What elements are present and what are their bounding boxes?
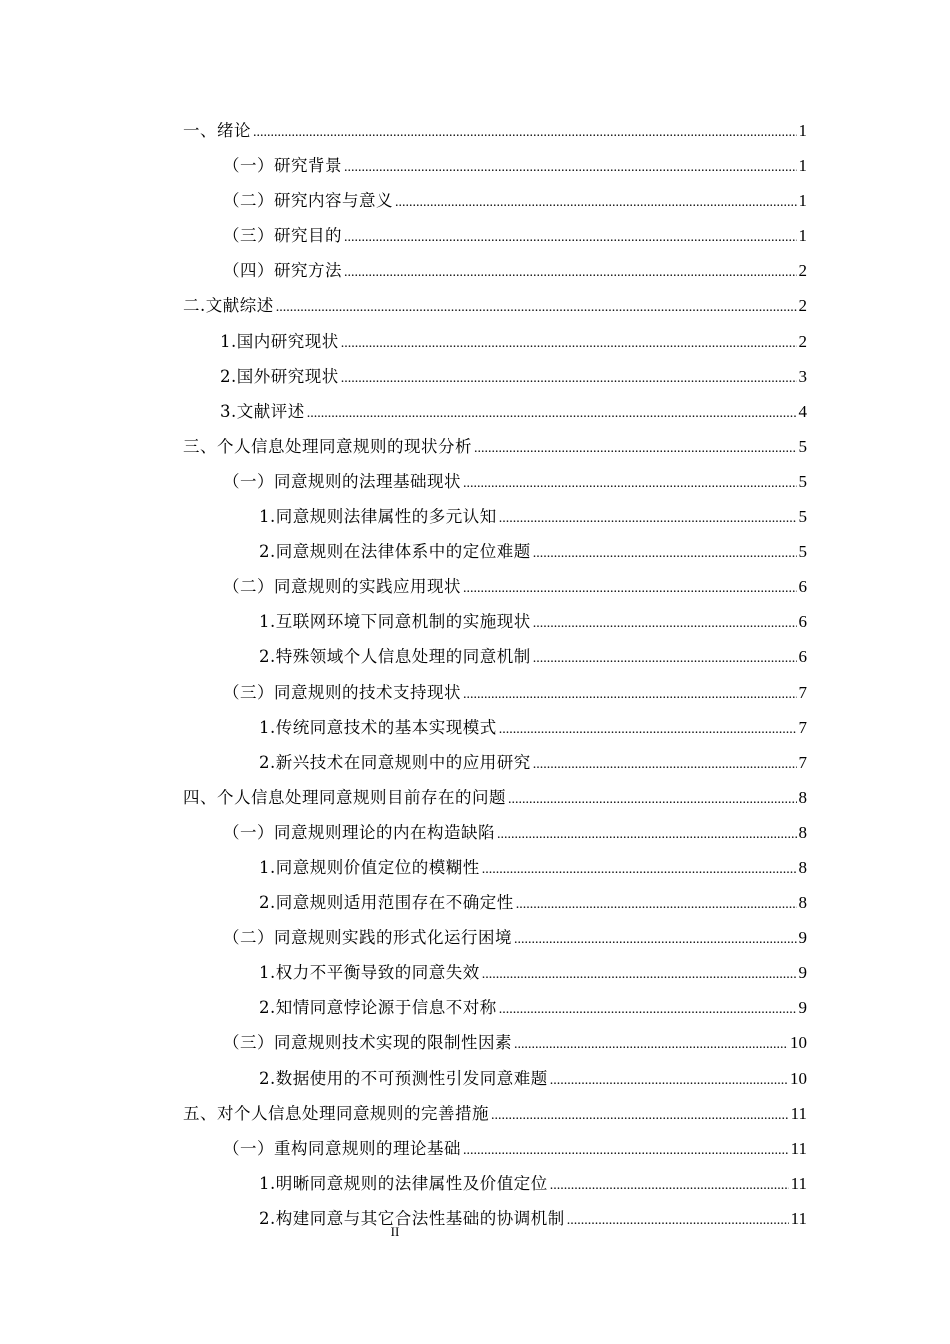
toc-entry[interactable] (183, 850, 807, 885)
toc-entry-title: 1.权力不平衡导致的同意失效 (259, 963, 480, 983)
dot-leader (474, 431, 797, 466)
dot-leader (516, 887, 797, 922)
toc-entry[interactable] (183, 288, 807, 323)
toc-entry-title: 2.国外研究现状 (220, 366, 339, 386)
toc-entry[interactable] (183, 885, 807, 920)
toc-entry[interactable] (183, 675, 807, 710)
dot-leader (463, 466, 797, 501)
toc-entry-page: 10 (790, 1033, 807, 1053)
toc-entry-title: （三）同意规则技术实现的限制性因素 (223, 1033, 512, 1053)
dot-leader (482, 852, 797, 887)
dot-leader (550, 1168, 789, 1203)
toc-entry-page: 1 (798, 156, 807, 176)
dot-leader (344, 255, 797, 290)
toc-entry-page: 8 (798, 822, 807, 842)
toc-entry-page: 11 (790, 1138, 807, 1158)
toc-entry[interactable] (183, 464, 807, 499)
toc-entry-page: 6 (798, 612, 807, 632)
toc-entry[interactable] (183, 429, 807, 464)
toc-entry-title: 2.同意规则适用范围存在不确定性 (259, 893, 514, 913)
toc-entry-title: （四）研究方法 (223, 261, 342, 281)
toc-entry[interactable] (183, 1061, 807, 1096)
toc-entry-page: 2 (798, 261, 807, 281)
toc-entry-title: （一）同意规则的法理基础现状 (223, 471, 461, 491)
toc-entry[interactable] (183, 745, 807, 780)
dot-leader (344, 150, 797, 185)
toc-entry-page: 1 (798, 121, 807, 140)
dot-leader (497, 817, 797, 852)
dot-leader (395, 185, 797, 220)
dot-leader (491, 1098, 789, 1133)
toc-entry-title: 1.同意规则法律属性的多元认知 (259, 507, 497, 527)
toc-entry-page: 8 (798, 857, 807, 877)
toc-entry[interactable] (183, 1166, 807, 1201)
toc-entry-title: 2.新兴技术在同意规则中的应用研究 (259, 752, 531, 772)
toc-entry[interactable] (183, 1096, 807, 1131)
dot-leader (514, 1027, 788, 1062)
toc-entry-page: 9 (798, 998, 807, 1018)
toc-entry-page: 7 (798, 717, 807, 737)
toc-entry-title: 3.文献评述 (220, 401, 305, 421)
toc-entry[interactable] (183, 569, 807, 604)
toc-entry-title: 1.传统同意技术的基本实现模式 (259, 717, 497, 737)
dot-leader (533, 641, 797, 676)
toc-entry[interactable] (183, 394, 807, 429)
toc-entry[interactable] (183, 1025, 807, 1060)
toc-entry-page: 5 (798, 507, 807, 527)
toc-entry[interactable] (183, 113, 807, 148)
toc-entry-title: （一）重构同意规则的理论基础 (223, 1138, 461, 1158)
toc-entry-title: 1.明晰同意规则的法律属性及价值定位 (259, 1173, 548, 1193)
dot-leader (533, 606, 797, 641)
toc-entry-page: 4 (798, 401, 807, 421)
toc-entry-page: 2 (798, 331, 807, 351)
toc-entry-title: （一）研究背景 (223, 156, 342, 176)
toc-entry-page: 8 (798, 893, 807, 913)
toc-entry-page: 11 (790, 1173, 807, 1193)
dot-leader (253, 115, 797, 150)
toc-entry-page: 11 (790, 1103, 807, 1123)
toc-entry[interactable] (183, 359, 807, 394)
toc-entry-page: 10 (790, 1068, 807, 1088)
toc-entry[interactable] (183, 1201, 807, 1236)
toc-entry[interactable] (183, 253, 807, 288)
toc-entry-page: 5 (798, 436, 807, 456)
toc-entry[interactable] (183, 1131, 807, 1166)
dot-leader (307, 396, 797, 431)
toc-entry-title: 1.同意规则价值定位的模糊性 (259, 857, 480, 877)
toc-entry[interactable] (183, 955, 807, 990)
toc-entry[interactable] (183, 920, 807, 955)
dot-leader (499, 712, 797, 747)
toc-entry-title: 五、对个人信息处理同意规则的完善措施 (183, 1103, 489, 1123)
toc-entry-page: 11 (790, 1208, 807, 1228)
toc-entry-title: 2.特殊领域个人信息处理的同意机制 (259, 647, 531, 667)
dot-leader (508, 782, 797, 817)
toc-entry[interactable] (183, 990, 807, 1025)
toc-entry-page: 1 (798, 191, 807, 211)
dot-leader (533, 536, 797, 571)
toc-entry[interactable] (183, 499, 807, 534)
dot-leader (344, 220, 797, 255)
toc-entry-page: 5 (798, 542, 807, 562)
dot-leader (463, 1133, 789, 1168)
dot-leader (514, 922, 797, 957)
table-of-contents (183, 113, 807, 1236)
toc-entry-page: 7 (798, 752, 807, 772)
toc-entry[interactable] (183, 604, 807, 639)
toc-entry-title: （三）研究目的 (223, 226, 342, 246)
toc-entry[interactable] (183, 534, 807, 569)
toc-entry[interactable] (183, 815, 807, 850)
toc-entry-page: 9 (798, 928, 807, 948)
toc-entry[interactable] (183, 218, 807, 253)
toc-entry-page: 6 (798, 577, 807, 597)
toc-entry-title: （一）同意规则理论的内在构造缺陷 (223, 822, 495, 842)
dot-leader (499, 501, 797, 536)
toc-entry-title: 二.文献综述 (183, 296, 274, 316)
toc-entry-title: （二）同意规则实践的形式化运行困境 (223, 928, 512, 948)
toc-entry-title: （二）研究内容与意义 (223, 191, 393, 211)
toc-entry-title: 1.互联网环境下同意机制的实施现状 (259, 612, 531, 632)
toc-entry[interactable] (183, 148, 807, 183)
toc-entry-title: 三、个人信息处理同意规则的现状分析 (183, 436, 472, 456)
toc-entry-title: 2.同意规则在法律体系中的定位难题 (259, 542, 531, 562)
toc-entry-page: 7 (798, 682, 807, 702)
toc-entry-page: 3 (798, 366, 807, 386)
toc-entry-page: 6 (798, 647, 807, 667)
dot-leader (463, 677, 797, 712)
toc-entry-title: 一、绪论 (183, 121, 251, 140)
dot-leader (533, 747, 797, 782)
toc-entry-page: 5 (798, 471, 807, 491)
toc-entry-page: 2 (798, 296, 807, 316)
toc-entry-title: 2.数据使用的不可预测性引发同意难题 (259, 1068, 548, 1088)
dot-leader (341, 326, 797, 361)
toc-entry-title: （二）同意规则的实践应用现状 (223, 577, 461, 597)
toc-entry-title: 2.知情同意悖论源于信息不对称 (259, 998, 497, 1018)
page-number: II (390, 1224, 400, 1239)
dot-leader (276, 290, 797, 325)
dot-leader (341, 361, 797, 396)
dot-leader (567, 1203, 789, 1238)
toc-entry[interactable] (183, 639, 807, 674)
toc-entry-title: 1.国内研究现状 (220, 331, 339, 351)
toc-entry-title: 四、个人信息处理同意规则目前存在的问题 (183, 787, 506, 807)
toc-entry[interactable] (183, 710, 807, 745)
toc-entry-page: 1 (798, 226, 807, 246)
toc-entry-title: 2.构建同意与其它合法性基础的协调机制 (259, 1208, 565, 1228)
toc-entry[interactable] (183, 780, 807, 815)
toc-entry[interactable] (183, 183, 807, 218)
toc-entry-page: 9 (798, 963, 807, 983)
dot-leader (550, 1063, 788, 1098)
toc-entry-page: 8 (798, 787, 807, 807)
toc-entry-title: （三）同意规则的技术支持现状 (223, 682, 461, 702)
dot-leader (482, 957, 797, 992)
dot-leader (463, 571, 797, 606)
dot-leader (499, 992, 797, 1027)
toc-entry[interactable] (183, 324, 807, 359)
